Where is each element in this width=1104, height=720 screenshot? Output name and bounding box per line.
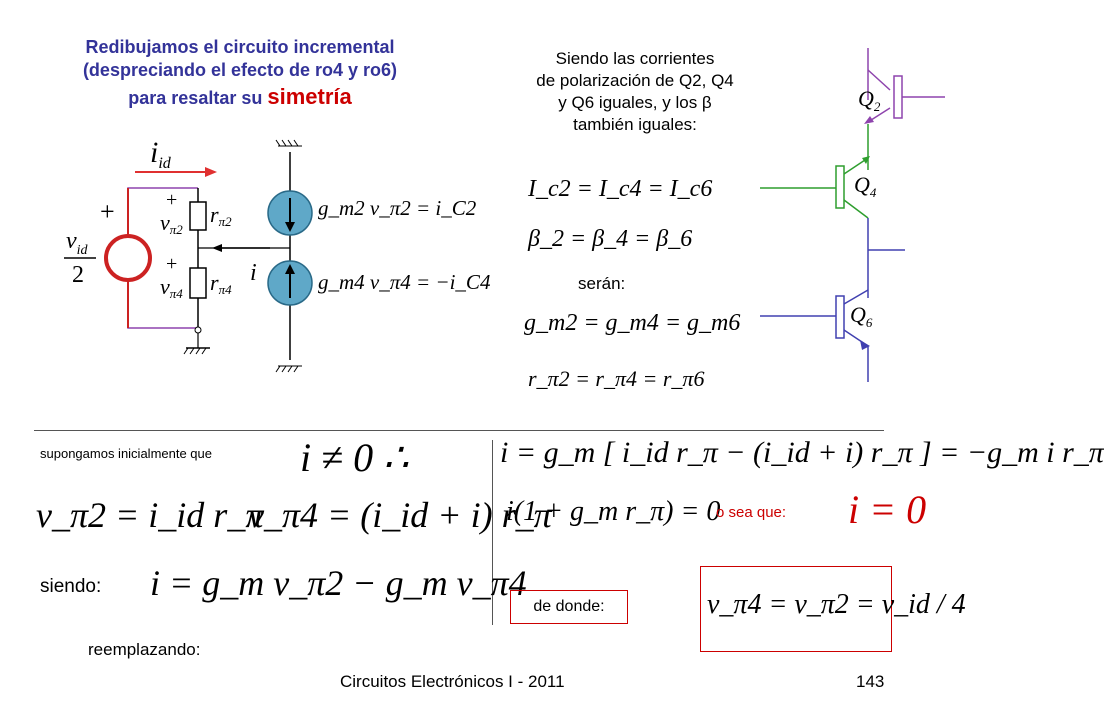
q6-base-plate [836, 296, 844, 338]
iid-label: $i_{id}$ [150, 136, 171, 172]
title-line-3-prefix: para resaltar su [128, 88, 268, 108]
eq-i-factor: i(1 + g_m r_π) = 0 [506, 496, 721, 527]
footer-page-number: 143 [856, 672, 885, 691]
reemplazando-label: reemplazando: [88, 640, 201, 659]
supongamos-text: supongamos inicialmente que [40, 446, 212, 461]
q2-emitter-arrow [864, 116, 874, 124]
q6-label: $Q_6$ [850, 302, 873, 330]
q2-label: $Q_2$ [858, 86, 881, 114]
title-line-2: (despreciando el efecto de ro4 y ro6) [82, 60, 398, 80]
eq-i-expanded: i = g_m [ i_id r_π − (i_id + i) r_π ] = −g_m i r_π [500, 436, 1104, 469]
eq-beta-equal: β_2 = β_4 = β_6 [528, 226, 693, 252]
bottom-ground-symbol [276, 366, 302, 372]
source-plus: + [100, 197, 115, 226]
bias-text-line-3: y Q6 iguales, y los β [558, 93, 712, 112]
q4-emitter-lead [844, 200, 868, 218]
vid-source [106, 236, 150, 280]
eq-i-gm-diff: i = g_m v_π2 − g_m v_π4 [150, 563, 527, 603]
vpi2-plus: + [166, 189, 178, 211]
vid-denominator: 2 [72, 262, 84, 288]
bias-text-line-4: también iguales: [573, 115, 697, 134]
rpi4-resistor [190, 268, 206, 298]
i-current-label: i [250, 260, 257, 286]
bias-text-line-2: de polarización de Q2, Q4 [536, 71, 734, 90]
vid-numerator: $v_{id}$ [66, 228, 88, 258]
q4-label: $Q_4$ [854, 172, 877, 200]
q2-base-plate [894, 76, 902, 118]
title-accent-word: simetría [267, 84, 352, 109]
eq-gm2-vpi2: g_m2 v_π2 = i_C2 [318, 196, 477, 220]
ground-node [195, 327, 201, 333]
rpi2-label: rπ2 [210, 202, 232, 229]
ground-hatch [184, 348, 206, 354]
top-ground-symbol [276, 140, 302, 146]
i-arrowhead [212, 244, 222, 252]
eq-i-equals-zero: i = 0 [848, 487, 927, 532]
iid-arrowhead [205, 167, 217, 177]
vpi2-label: vπ2 [160, 210, 183, 237]
transistor-stack-diagram [760, 40, 950, 385]
slide-title [40, 36, 440, 110]
section-divider [34, 430, 884, 431]
vpi4-plus: + [166, 253, 178, 275]
incremental-circuit-diagram [60, 130, 460, 380]
eq-gm-equal: g_m2 = g_m4 = g_m6 [524, 310, 741, 336]
o-sea-que-label: o sea que: [716, 504, 787, 521]
de-donde-box: de donde: [510, 590, 628, 624]
final-result-box [700, 566, 966, 652]
eq-vpi4: v_π4 = (i_id + i) r_π [248, 495, 552, 535]
bias-conditions-text [490, 48, 780, 136]
seran-label: serán: [578, 274, 626, 293]
q4-base-plate [836, 166, 844, 208]
eq-ic-equal: I_c2 = I_c4 = I_c6 [528, 176, 713, 202]
eq-rpi-equal: r_π2 = r_π4 = r_π6 [528, 366, 705, 391]
eq-vpi2: v_π2 = i_id r_π [36, 495, 264, 535]
vpi4-label: vπ4 [160, 274, 183, 301]
rpi4-label: rπ4 [210, 270, 232, 297]
siendo-label: siendo: [40, 576, 102, 597]
title-line-1: Redibujamos el circuito incremental [85, 37, 395, 57]
eq-final-vpi: v_π4 = v_π2 = v_id / 4 [707, 589, 966, 620]
eq-i-not-zero: i ≠ 0 ∴ [300, 435, 409, 480]
rpi2-resistor [190, 202, 206, 230]
bias-text-line-1: Siendo las corrientes [555, 49, 715, 68]
title-line-3 [40, 85, 440, 110]
q4-emitter-arrow [862, 156, 870, 164]
eq-gm4-vpi4: g_m4 v_π4 = −i_C4 [318, 270, 491, 294]
footer-course: Circuitos Electrónicos I - 2011 [340, 672, 565, 691]
